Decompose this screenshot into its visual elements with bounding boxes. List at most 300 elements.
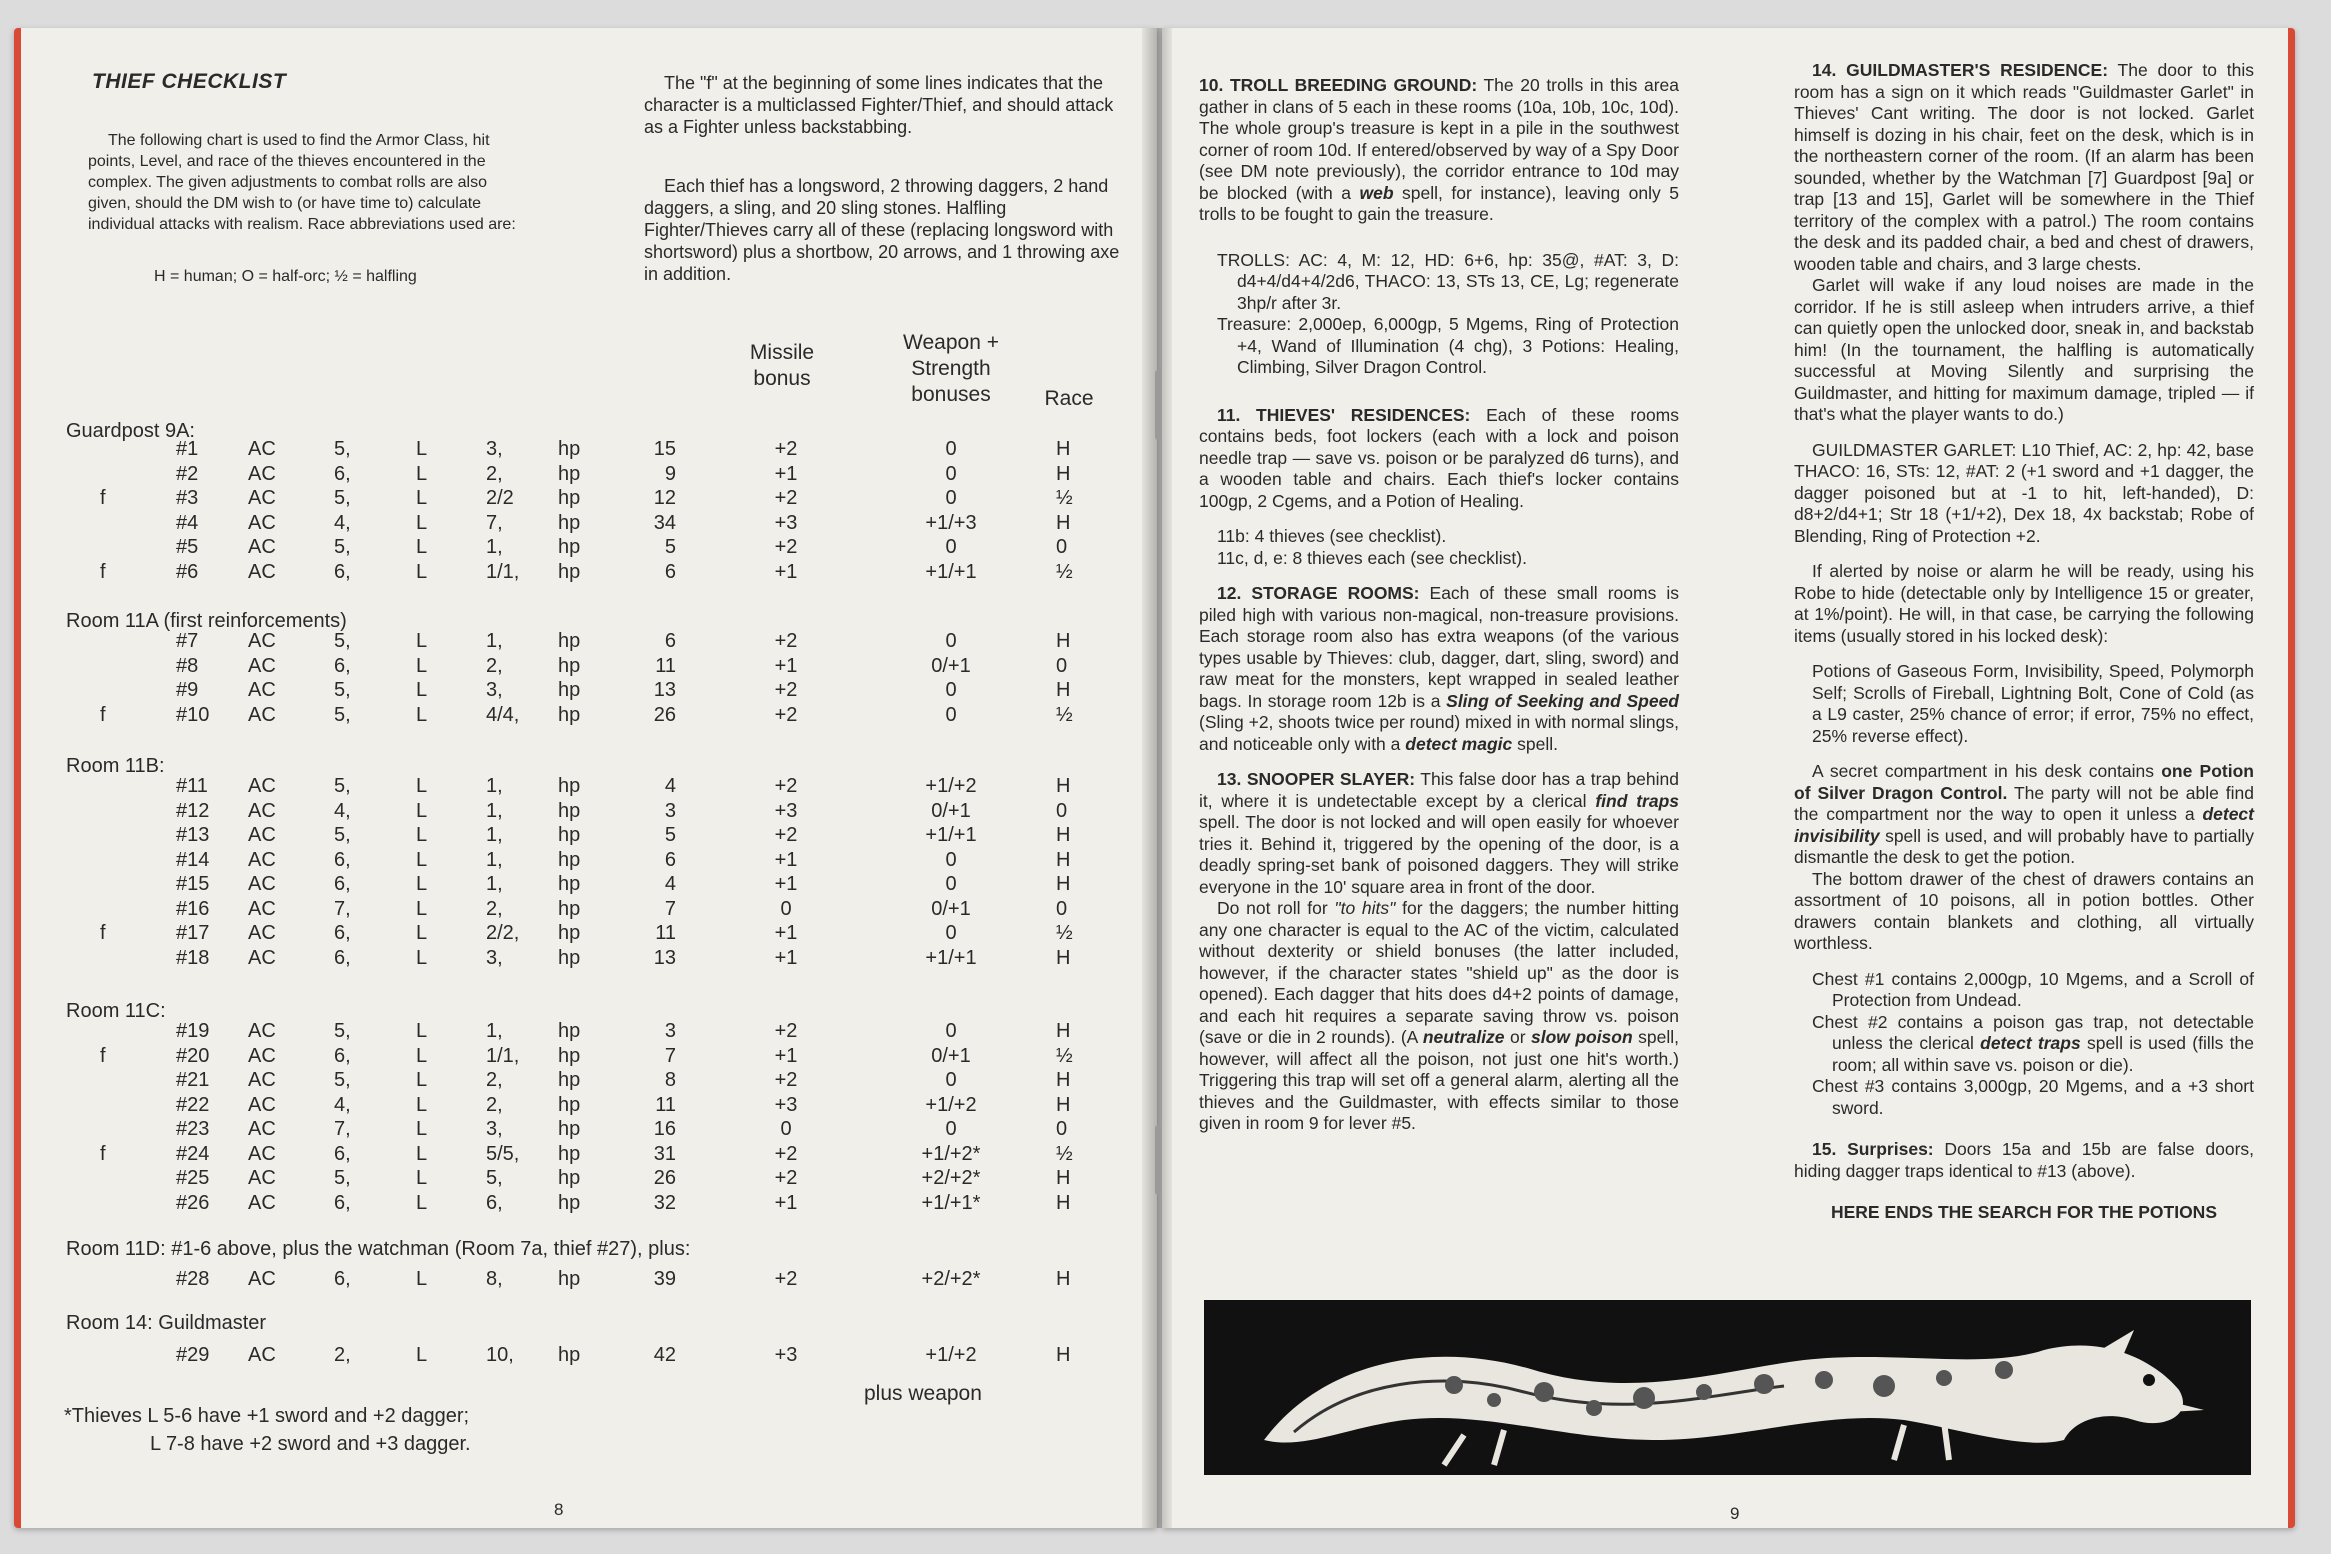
cell-hpv: 5 bbox=[664, 824, 676, 846]
table-row bbox=[66, 630, 1086, 654]
cell-mis: +2 bbox=[774, 1020, 798, 1042]
cell-lvl: 10, bbox=[486, 1344, 514, 1366]
section-14: 14. GUILDMASTER'S RESIDENCE: The door to this room has a sign on it which reads "Guildmaster Garlet" in Thieves' Cant writing. The door is not locked. Garlet himself is dozing in his chair, feet on the desk, which is in the northeastern corner of the room. (If an alarm has been sounded, whether by the Watchman [7] Guardpost [9a] or trap [13 and 15], Garlet will be somewhere in the Thief territory of the complex with a patrol.) The room contains the desk and its padded chair, a bed and chest of drawers, wooden table and chairs, and 3 large chests. bbox=[1794, 60, 2254, 274]
cell-num: #2 bbox=[176, 462, 199, 485]
cell-f: f bbox=[100, 922, 106, 944]
section-13: 13. SNOOPER SLAYER: This false door has a trap behind it, where it is undetectable except by a clerical find traps spell. The door is not locked and will open easily for whoever tries it. Behind it, triggered by the opening of the door, is a deadly spring-set bank of poisoned daggers. They will strike everyone in the 10' square area in front of the door. bbox=[1199, 769, 1679, 897]
cell-l: L bbox=[416, 1093, 428, 1116]
header-missile: Missile bonus bbox=[749, 341, 815, 390]
group-label: Room 11C: bbox=[66, 1000, 166, 1022]
table-row bbox=[66, 824, 1086, 848]
cell-mis: +3 bbox=[774, 1093, 798, 1116]
cell-race: H bbox=[1056, 946, 1071, 969]
cell-hpv: 15 bbox=[653, 438, 676, 460]
cell-wpn: +1/+3 bbox=[925, 511, 977, 534]
cell-acv: 6, bbox=[334, 560, 351, 583]
cell-acv: 5, bbox=[334, 487, 351, 509]
cell-num: #21 bbox=[176, 1069, 210, 1091]
f-note: The "f" at the beginning of some lines indicates that the character is a multiclassed Fighter/Thief, and should attack as a Fighter unless backstabbing. bbox=[644, 73, 1114, 137]
cell-ac: AC bbox=[248, 560, 276, 583]
cell-lvl: 6, bbox=[486, 1191, 503, 1214]
cell-mis: +1 bbox=[774, 1191, 798, 1214]
cell-hp: hp bbox=[558, 799, 581, 822]
cell-mis: +3 bbox=[774, 1344, 798, 1366]
table-row bbox=[66, 561, 1086, 585]
cell-hp: hp bbox=[558, 1044, 581, 1067]
cell-hp: hp bbox=[558, 848, 581, 871]
cell-lvl: 1, bbox=[486, 824, 503, 846]
cell-mis: +2 bbox=[774, 438, 798, 460]
cell-hpv: 3 bbox=[664, 799, 676, 822]
open-booklet bbox=[14, 10, 2319, 1540]
cell-ac: AC bbox=[248, 897, 276, 920]
table-row bbox=[66, 873, 1086, 897]
cell-mis: +2 bbox=[774, 536, 798, 558]
table-row bbox=[66, 1268, 1086, 1292]
table-row bbox=[66, 1045, 1086, 1069]
dragon-icon bbox=[1204, 1300, 2251, 1475]
cell-f: f bbox=[100, 560, 106, 583]
cell-l: L bbox=[416, 1167, 428, 1189]
right-column-2 bbox=[1794, 60, 2254, 1238]
cell-ac: AC bbox=[248, 487, 276, 509]
cell-hpv: 4 bbox=[664, 775, 676, 797]
cell-wpn: +1/+2 bbox=[925, 1093, 977, 1116]
cell-lvl: 2, bbox=[486, 1069, 503, 1091]
cell-hpv: 13 bbox=[653, 679, 676, 701]
table-row bbox=[66, 800, 1086, 824]
table-row bbox=[66, 679, 1086, 703]
cell-num: #9 bbox=[176, 679, 199, 701]
cell-lvl: 1, bbox=[486, 848, 503, 871]
poison-drawer: The bottom drawer of the chest of drawers contains an assortment of 10 poisons, all in potion bottles. Other drawers contain blankets and clothing, all virtually worthless. bbox=[1794, 868, 2254, 953]
cell-num: #24 bbox=[176, 1142, 210, 1165]
cell-lvl: 2, bbox=[486, 1093, 503, 1116]
cell-acv: 2, bbox=[334, 1344, 351, 1366]
cell-mis: +1 bbox=[774, 922, 798, 944]
cell-hp: hp bbox=[558, 897, 581, 920]
cell-race: H bbox=[1056, 1167, 1071, 1189]
cell-lvl: 1, bbox=[486, 630, 503, 652]
cell-race: H bbox=[1056, 679, 1071, 701]
cell-ac: AC bbox=[248, 1167, 276, 1189]
cell-lvl: 2/2, bbox=[486, 922, 520, 944]
table-row bbox=[66, 775, 1086, 799]
cell-wpn: 0/+1 bbox=[931, 799, 971, 822]
footnote-line: L 7-8 have +2 sword and +3 dagger. bbox=[150, 1433, 471, 1455]
group-label: Guardpost 9A: bbox=[66, 420, 195, 442]
cell-num: #13 bbox=[176, 824, 210, 846]
cell-wpn: +2/+2* bbox=[921, 1268, 981, 1290]
cell-num: #12 bbox=[176, 799, 210, 822]
cell-race: 0 bbox=[1056, 897, 1068, 920]
cell-hp: hp bbox=[558, 511, 581, 534]
cell-num: #18 bbox=[176, 946, 210, 969]
cell-lvl: 1, bbox=[486, 1020, 503, 1042]
cell-race: H bbox=[1056, 1069, 1071, 1091]
cell-num: #14 bbox=[176, 848, 210, 871]
table-row bbox=[66, 704, 1086, 728]
room-11cde: 11c, d, e: 8 thieves each (see checklist). bbox=[1217, 547, 1527, 568]
cell-ac: AC bbox=[248, 703, 276, 726]
cell-lvl: 1/1, bbox=[486, 1044, 520, 1067]
cell-wpn: 0 bbox=[945, 873, 957, 895]
cell-acv: 6, bbox=[334, 462, 351, 485]
cell-ac: AC bbox=[248, 1191, 276, 1214]
cell-hp: hp bbox=[558, 462, 581, 485]
cell-ac: AC bbox=[248, 462, 276, 485]
race-legend: H = human; O = half-orc; ½ = halfling bbox=[154, 268, 417, 285]
cell-l: L bbox=[416, 560, 428, 583]
cell-mis: +1 bbox=[774, 848, 798, 871]
cell-mis: +2 bbox=[774, 775, 798, 797]
cell-f: f bbox=[100, 703, 106, 726]
cell-hp: hp bbox=[558, 1093, 581, 1116]
cell-race: 0 bbox=[1056, 536, 1068, 558]
intro-text: The following chart is used to find the Armor Class, hit points, Level, and race of the thieves encountered in the complex. The given adjustments to combat rolls are also given, should the DM wish to (or have time to) calculate individual attacks with realism. Race abbreviations used are: bbox=[88, 132, 516, 233]
cell-num: #4 bbox=[176, 511, 199, 534]
trolls-stats: TROLLS: AC: 4, M: 12, HD: 6+6, hp: 35@, #AT: 3, D: d4+4/d4+4/2d6, THACO: 13, STs 13, CE, Lg; regenerate 3hp/r after 3r. bbox=[1217, 249, 1679, 313]
cell-wpn: 0 bbox=[945, 438, 957, 460]
cell-l: L bbox=[416, 654, 428, 677]
garlet-stats: GUILDMASTER GARLET: L10 Thief, AC: 2, hp: 42, base THACO: 16, STs: 12, #AT: 2 (+1 sword and +1 dagger, the dagger poisoned but at -1 to hit, left-handed), D: d8+2/d4+1; Str 18 (+1/+2), Dex 18, 4x backstab; Robe of Blending, Ring of Protection +2. bbox=[1794, 439, 2254, 546]
cell-lvl: 5, bbox=[486, 1167, 503, 1189]
cell-race: H bbox=[1056, 630, 1071, 652]
cell-acv: 6, bbox=[334, 1268, 351, 1290]
cell-hpv: 26 bbox=[653, 1167, 676, 1189]
cell-num: #20 bbox=[176, 1044, 210, 1067]
section-13-daggers: Do not roll for "to hits" for the daggers; the number hitting any one character is equal to the AC of the victim, calculated without dexterity or shield bonuses (the latter included, however, if the character states "shield up" as the door is opened). Each dagger that hits does d4+2 points of damage, and each hit requires a separate saving throw vs. poison (save or die in 2 rounds). (A neutralize or slow poison spell, however, will affect all the poison, not just one hit's worth.) Triggering this trap will set off a general alarm, alerting all the thieves and the Guildmaster, with effects similar to those given in room 9 for lever #5. bbox=[1199, 898, 1679, 1133]
table-row bbox=[66, 1143, 1086, 1167]
cell-l: L bbox=[416, 1142, 428, 1165]
cell-lvl: 3, bbox=[486, 679, 503, 701]
cell-l: L bbox=[416, 1069, 428, 1091]
cell-hpv: 6 bbox=[664, 848, 676, 871]
cell-lvl: 2/2 bbox=[486, 487, 514, 509]
staple bbox=[1155, 1125, 1161, 1195]
cell-acv: 6, bbox=[334, 1191, 351, 1214]
chest-2: Chest #2 contains a poison gas trap, not detectable unless the clerical detect traps spell is used (fills the room; all within save vs. poison or die). bbox=[1812, 1011, 2254, 1075]
header-weapon: Weapon + Strength bonuses bbox=[903, 331, 999, 406]
cell-mis: +3 bbox=[774, 511, 798, 534]
cell-race: H bbox=[1056, 438, 1071, 460]
cell-ac: AC bbox=[248, 511, 276, 534]
cell-num: #29 bbox=[176, 1344, 210, 1366]
cell-acv: 5, bbox=[334, 703, 351, 726]
cell-mis: +1 bbox=[774, 946, 798, 969]
cell-hpv: 8 bbox=[664, 1069, 676, 1091]
cell-hpv: 31 bbox=[653, 1142, 676, 1165]
cell-num: #15 bbox=[176, 873, 210, 895]
cell-lvl: 3, bbox=[486, 438, 503, 460]
cell-race: H bbox=[1056, 462, 1071, 485]
cell-ac: AC bbox=[248, 1268, 276, 1290]
table-row bbox=[66, 898, 1086, 922]
section-12: 12. STORAGE ROOMS: Each of these small rooms is piled high with various non-magical, non-treasure provisions. Each storage room also has extra weapons (of the various types usable by Thieves: club, dagger, dart, sling, sword) and raw meat for the monsters, kept wrapped in sealed leather bags. In storage room 12b is a Sling of Seeking and Speed (Sling +2, shoots twice per round) mixed in with normal slings, and noticeable only with a detect magic spell. bbox=[1199, 583, 1680, 754]
cell-hpv: 9 bbox=[664, 462, 676, 485]
cell-lvl: 1/1, bbox=[486, 560, 520, 583]
cell-acv: 6, bbox=[334, 946, 351, 969]
cell-l: L bbox=[416, 630, 428, 652]
cell-race: 0 bbox=[1056, 654, 1068, 677]
cell-ac: AC bbox=[248, 438, 276, 460]
cell-ac: AC bbox=[248, 873, 276, 895]
cell-ac: AC bbox=[248, 1044, 276, 1067]
cell-lvl: 8, bbox=[486, 1268, 503, 1290]
cell-ac: AC bbox=[248, 1069, 276, 1091]
cell-wpn: +1/+2 bbox=[925, 775, 977, 797]
table-row bbox=[66, 438, 1086, 462]
cell-mis: +2 bbox=[774, 630, 798, 652]
cell-hpv: 12 bbox=[653, 487, 676, 509]
footnote-line: *Thieves L 5-6 have +1 sword and +2 dagger; bbox=[64, 1405, 470, 1427]
cell-race: H bbox=[1056, 775, 1071, 797]
cell-ac: AC bbox=[248, 775, 276, 797]
cell-num: #8 bbox=[176, 654, 199, 677]
cell-acv: 5, bbox=[334, 1020, 351, 1042]
cell-lvl: 2, bbox=[486, 462, 503, 485]
footnote bbox=[64, 1402, 471, 1458]
cell-acv: 6, bbox=[334, 873, 351, 895]
cell-mis: +2 bbox=[774, 679, 798, 701]
cell-num: #7 bbox=[176, 630, 199, 652]
cell-ac: AC bbox=[248, 654, 276, 677]
cell-hp: hp bbox=[558, 487, 581, 509]
cell-wpn: 0 bbox=[945, 703, 957, 726]
cell-acv: 5, bbox=[334, 679, 351, 701]
table-row bbox=[66, 512, 1086, 536]
cell-l: L bbox=[416, 1044, 428, 1067]
cell-mis: +1 bbox=[774, 654, 798, 677]
cell-hp: hp bbox=[558, 1268, 581, 1290]
cell-mis: +1 bbox=[774, 560, 798, 583]
cell-lvl: 5/5, bbox=[486, 1142, 520, 1165]
garlet-potions: Potions of Gaseous Form, Invisibility, Speed, Polymorph Self; Scrolls of Fireball, Lightning Bolt, Cone of Cold (as a L9 caster, 25% chance of error; if error, 75% no effect, 25% reverse effect). bbox=[1812, 661, 2254, 746]
cell-hpv: 42 bbox=[653, 1344, 676, 1366]
cell-hpv: 5 bbox=[664, 536, 676, 558]
cell-l: L bbox=[416, 679, 428, 701]
cell-num: #16 bbox=[176, 897, 210, 920]
page-title: THIEF CHECKLIST bbox=[92, 70, 287, 93]
cell-lvl: 1, bbox=[486, 775, 503, 797]
cell-l: L bbox=[416, 1118, 428, 1140]
cell-f: f bbox=[100, 487, 106, 509]
cell-ac: AC bbox=[248, 536, 276, 558]
section-11: 11. THIEVES' RESIDENCES: Each of these rooms contains beds, foot lockers (each with a lock and poison needle trap — save vs. poison or be paralyzed d6 turns), and a wooden table and chairs. Each thief's locker contains 100gp, 2 Cgems, and a Potion of Healing. bbox=[1199, 404, 1680, 511]
cell-wpn: 0/+1 bbox=[931, 897, 971, 920]
cell-hp: hp bbox=[558, 1167, 581, 1189]
group-label: Room 14: Guildmaster bbox=[66, 1312, 267, 1334]
cell-wpn: 0 bbox=[945, 679, 957, 701]
group-label: Room 11A (first reinforcements) bbox=[66, 610, 347, 632]
gutter bbox=[1142, 28, 1172, 1528]
cell-acv: 4, bbox=[334, 799, 351, 822]
cell-f: f bbox=[100, 1044, 106, 1067]
cell-race: 0 bbox=[1056, 1118, 1068, 1140]
page-number: 9 bbox=[1730, 1504, 1740, 1523]
table-row bbox=[66, 463, 1086, 487]
table-row bbox=[66, 487, 1086, 511]
cell-hpv: 3 bbox=[664, 1020, 676, 1042]
cell-mis: +2 bbox=[774, 1268, 798, 1290]
cell-hp: hp bbox=[558, 438, 581, 460]
cell-lvl: 7, bbox=[486, 511, 503, 534]
cell-l: L bbox=[416, 487, 428, 509]
cell-wpn: 0 bbox=[945, 487, 957, 509]
cell-l: L bbox=[416, 897, 428, 920]
cell-wpn: 0 bbox=[945, 462, 957, 485]
cell-race: ½ bbox=[1056, 1044, 1073, 1067]
cell-hp: hp bbox=[558, 1344, 581, 1366]
cell-mis: +2 bbox=[774, 1167, 798, 1189]
cell-num: #3 bbox=[176, 487, 199, 509]
cell-num: #5 bbox=[176, 536, 199, 558]
cell-race: H bbox=[1056, 848, 1071, 871]
table-row bbox=[66, 1020, 1086, 1044]
cell-l: L bbox=[416, 1191, 428, 1214]
cell-acv: 4, bbox=[334, 1093, 351, 1116]
cell-race: H bbox=[1056, 1191, 1071, 1214]
table-row bbox=[66, 849, 1086, 873]
cell-acv: 6, bbox=[334, 654, 351, 677]
cell-l: L bbox=[416, 799, 428, 822]
cell-wpn: +1/+1* bbox=[921, 1191, 981, 1214]
cell-hpv: 11 bbox=[655, 654, 676, 677]
cell-ac: AC bbox=[248, 922, 276, 944]
cell-race: ½ bbox=[1056, 922, 1073, 944]
cell-hpv: 7 bbox=[664, 897, 676, 920]
cell-l: L bbox=[416, 946, 428, 969]
cell-race: H bbox=[1056, 511, 1071, 534]
cell-ac: AC bbox=[248, 1093, 276, 1116]
cell-hp: hp bbox=[558, 824, 581, 846]
cell-hp: hp bbox=[558, 679, 581, 701]
cell-hpv: 7 bbox=[664, 1044, 676, 1067]
table-row bbox=[66, 1192, 1086, 1216]
cell-race: ½ bbox=[1056, 487, 1073, 509]
section-14-wake: Garlet will wake if any loud noises are made in the corridor. If he is still asleep when intruders arrive, a thief can quietly open the unlocked door, sneak in, and backstab him! (In the tournament, the halfling is automatically successful at Moving Silently and surprising the Guildmaster, and hitting for maximum damage, tripled — if that's what the player wants to do.) bbox=[1794, 275, 2254, 424]
cell-race: H bbox=[1056, 1268, 1071, 1290]
cell-hp: hp bbox=[558, 873, 581, 895]
chest-3: Chest #3 contains 3,000gp, 20 Mgems, and a +3 short sword. bbox=[1812, 1076, 2254, 1118]
cell-num: #11 bbox=[176, 775, 208, 797]
cell-ac: AC bbox=[248, 679, 276, 701]
cell-lvl: 1, bbox=[486, 873, 503, 895]
cell-f: f bbox=[100, 1142, 106, 1165]
cell-l: L bbox=[416, 873, 428, 895]
cell-hpv: 16 bbox=[653, 1118, 676, 1140]
cell-race: ½ bbox=[1056, 703, 1073, 726]
cell-ac: AC bbox=[248, 824, 276, 846]
cell-num: #26 bbox=[176, 1191, 210, 1214]
group-label: Room 11B: bbox=[66, 755, 165, 777]
cell-mis: 0 bbox=[780, 1118, 792, 1140]
cell-race: H bbox=[1056, 1093, 1071, 1116]
weapons-note: Each thief has a longsword, 2 throwing daggers, 2 hand daggers, a sling, and 20 sling stones. Halfling Fighter/Thieves carry all of these (replacing longsword with shortsword) plus a shortbow, 20 arrows, and 1 throwing axe in addition. bbox=[644, 176, 1120, 284]
cell-mis: +3 bbox=[774, 799, 798, 822]
cell-wpn: +2/+2* bbox=[921, 1167, 981, 1189]
cell-ac: AC bbox=[248, 1118, 276, 1140]
cell-hp: hp bbox=[558, 1191, 581, 1214]
cell-hpv: 34 bbox=[653, 511, 676, 534]
cell-lvl: 3, bbox=[486, 1118, 503, 1140]
cell-race: H bbox=[1056, 824, 1071, 846]
cell-wpn: 0 bbox=[945, 630, 957, 652]
cell-lvl: 3, bbox=[486, 946, 503, 969]
table-row bbox=[66, 947, 1086, 971]
cell-hpv: 6 bbox=[664, 560, 676, 583]
cell-wpn: 0/+1 bbox=[931, 654, 971, 677]
cell-hpv: 13 bbox=[653, 946, 676, 969]
cell-acv: 5, bbox=[334, 1069, 351, 1091]
cell-l: L bbox=[416, 1268, 428, 1290]
table-row bbox=[66, 922, 1086, 946]
cell-l: L bbox=[416, 536, 428, 558]
cell-acv: 7, bbox=[334, 897, 351, 920]
cell-acv: 6, bbox=[334, 1142, 351, 1165]
cell-l: L bbox=[416, 775, 428, 797]
cell-wpn: +1/+2* bbox=[921, 1142, 981, 1165]
cell-num: #19 bbox=[176, 1020, 210, 1042]
cell-l: L bbox=[416, 922, 428, 944]
cell-ac: AC bbox=[248, 1142, 276, 1165]
cell-num: #23 bbox=[176, 1118, 210, 1140]
cell-num: #17 bbox=[176, 922, 210, 944]
cell-num: #25 bbox=[176, 1167, 210, 1189]
cell-lvl: 2, bbox=[486, 654, 503, 677]
cell-wpn: 0 bbox=[945, 1069, 957, 1091]
cell-num: #6 bbox=[176, 560, 199, 583]
cell-race: ½ bbox=[1056, 560, 1073, 583]
cell-ac: AC bbox=[248, 1020, 276, 1042]
cell-mis: 0 bbox=[780, 897, 792, 920]
staple bbox=[1155, 370, 1161, 440]
cell-acv: 7, bbox=[334, 1118, 351, 1140]
cell-hp: hp bbox=[558, 946, 581, 969]
table-row bbox=[66, 1118, 1086, 1142]
cell-l: L bbox=[416, 511, 428, 534]
cell-acv: 5, bbox=[334, 824, 351, 846]
cell-hp: hp bbox=[558, 536, 581, 558]
cell-l: L bbox=[416, 1344, 428, 1366]
cell-hpv: 11 bbox=[655, 1093, 676, 1116]
page-number: 8 bbox=[554, 1500, 564, 1519]
table-row bbox=[66, 1094, 1086, 1118]
cell-l: L bbox=[416, 462, 428, 485]
cell-l: L bbox=[416, 1020, 428, 1042]
cell-hpv: 4 bbox=[664, 873, 676, 895]
cell-ac: AC bbox=[248, 1344, 276, 1366]
cell-acv: 5, bbox=[334, 1167, 351, 1189]
cell-wpn: 0 bbox=[945, 536, 957, 558]
plus-weapon: plus weapon bbox=[864, 1382, 982, 1405]
cell-hpv: 32 bbox=[653, 1191, 676, 1214]
cell-hp: hp bbox=[558, 775, 581, 797]
cell-wpn: 0 bbox=[945, 1020, 957, 1042]
section-14-alert: If alerted by noise or alarm he will be ready, using his Robe to hide (detectable only by Intelligence 15 or greater, at 1%/point). He will, in that case, be carrying the following items (usually stored in his locked desk): bbox=[1794, 561, 2254, 646]
cell-hp: hp bbox=[558, 654, 581, 677]
cell-lvl: 1, bbox=[486, 799, 503, 822]
cell-wpn: 0 bbox=[945, 1118, 957, 1140]
cell-lvl: 4/4, bbox=[486, 703, 520, 726]
cell-hp: hp bbox=[558, 1020, 581, 1042]
cell-wpn: +1/+1 bbox=[925, 824, 977, 846]
cell-hp: hp bbox=[558, 1142, 581, 1165]
cell-mis: +1 bbox=[774, 462, 798, 485]
cell-hp: hp bbox=[558, 1118, 581, 1140]
cell-num: #28 bbox=[176, 1268, 210, 1290]
dragon-illustration bbox=[1204, 1300, 2251, 1475]
